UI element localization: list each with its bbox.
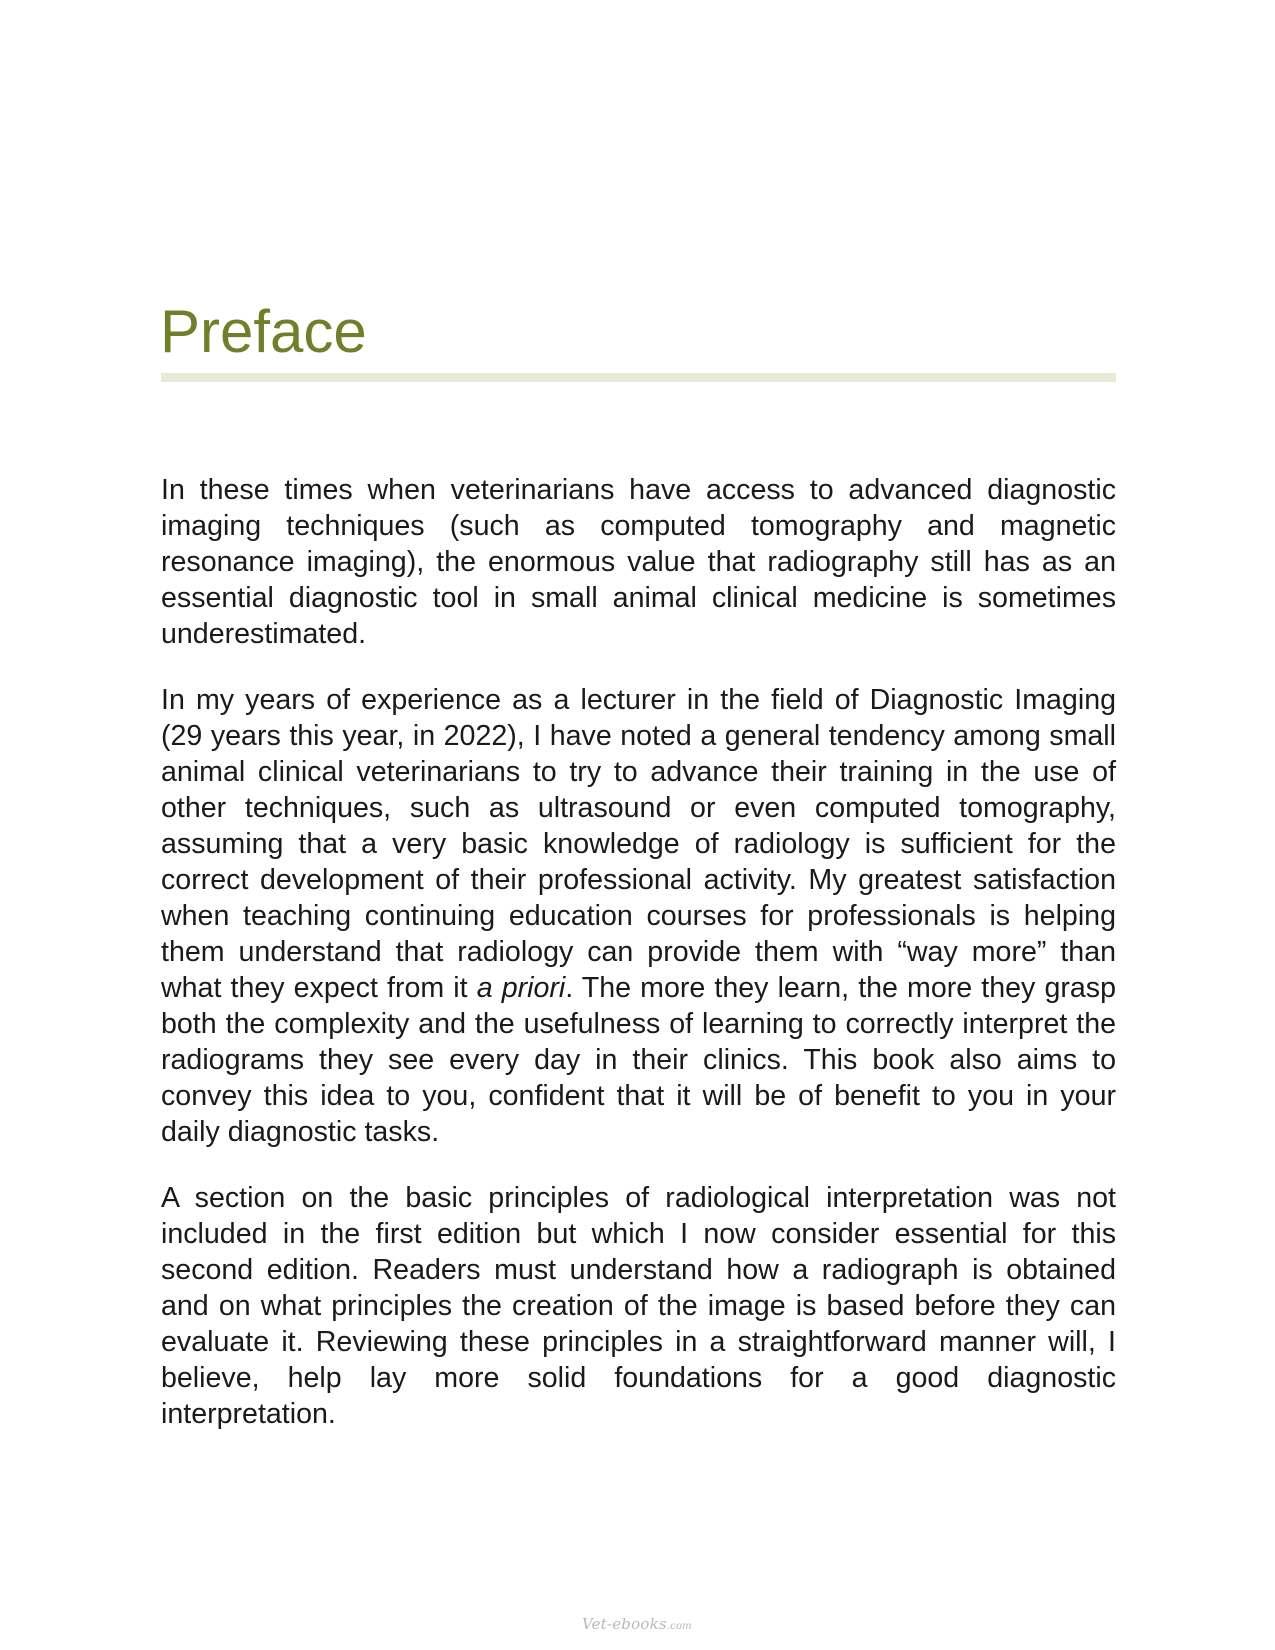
watermark-logo: [582, 1615, 702, 1639]
page-title: Preface: [160, 298, 367, 365]
title-underline-divider: [161, 373, 1116, 382]
paragraph-3: A section on the basic principles of radiological interpretation was not included in the first edition but which I now consider essential for this second edition. Readers must understand how a radiograph is obtained and on what principles the creation of the image is based before they can evaluate it. Reviewing these principles in a straightforward manner will, I believe, help lay more solid foundations for a good diagnostic interpretation.: [161, 1182, 1116, 1430]
watermark-suffix-text: .com: [666, 1621, 692, 1632]
paragraph-1: In these times when veterinarians have access to advanced diagnostic imaging techniques (such as computed tomography and magnetic resonance imaging), the enormous value that radiography still has as an essential diagnostic tool in small animal clinical medicine is sometimes underestimated.: [161, 474, 1116, 650]
paragraph-2-text-end: . The more they learn, the more they grasp both the complexity and the usefulness of learning to correctly interpret the radiograms they see every day in their clinics. This book also aims to convey this idea to you, confident that it will be of benefit to you in your daily diagnostic tasks.: [161, 972, 1116, 1148]
preface-body: [161, 472, 1116, 1462]
paragraph-2-italic-phrase: a priori: [476, 972, 566, 1004]
watermark-main-text: Vet-ebooks: [582, 1615, 667, 1633]
paragraph-2: [161, 682, 1116, 1150]
paragraph-2-text-start: In my years of experience as a lecturer in the field of Diagnostic Imaging (29 years this year, in 2022), I have noted a general tendency among small animal clinical veterinarians to try to advance their training in the use of other techniques, such as ultrasound or even computed tomography, assuming that a very basic knowledge of radiology is sufficient for the correct development of their professional activity. My greatest satisfaction when teaching continuing education courses for professionals is helping them understand that radiology can provide them with “way more” than what they expect from it: [161, 684, 1116, 1004]
